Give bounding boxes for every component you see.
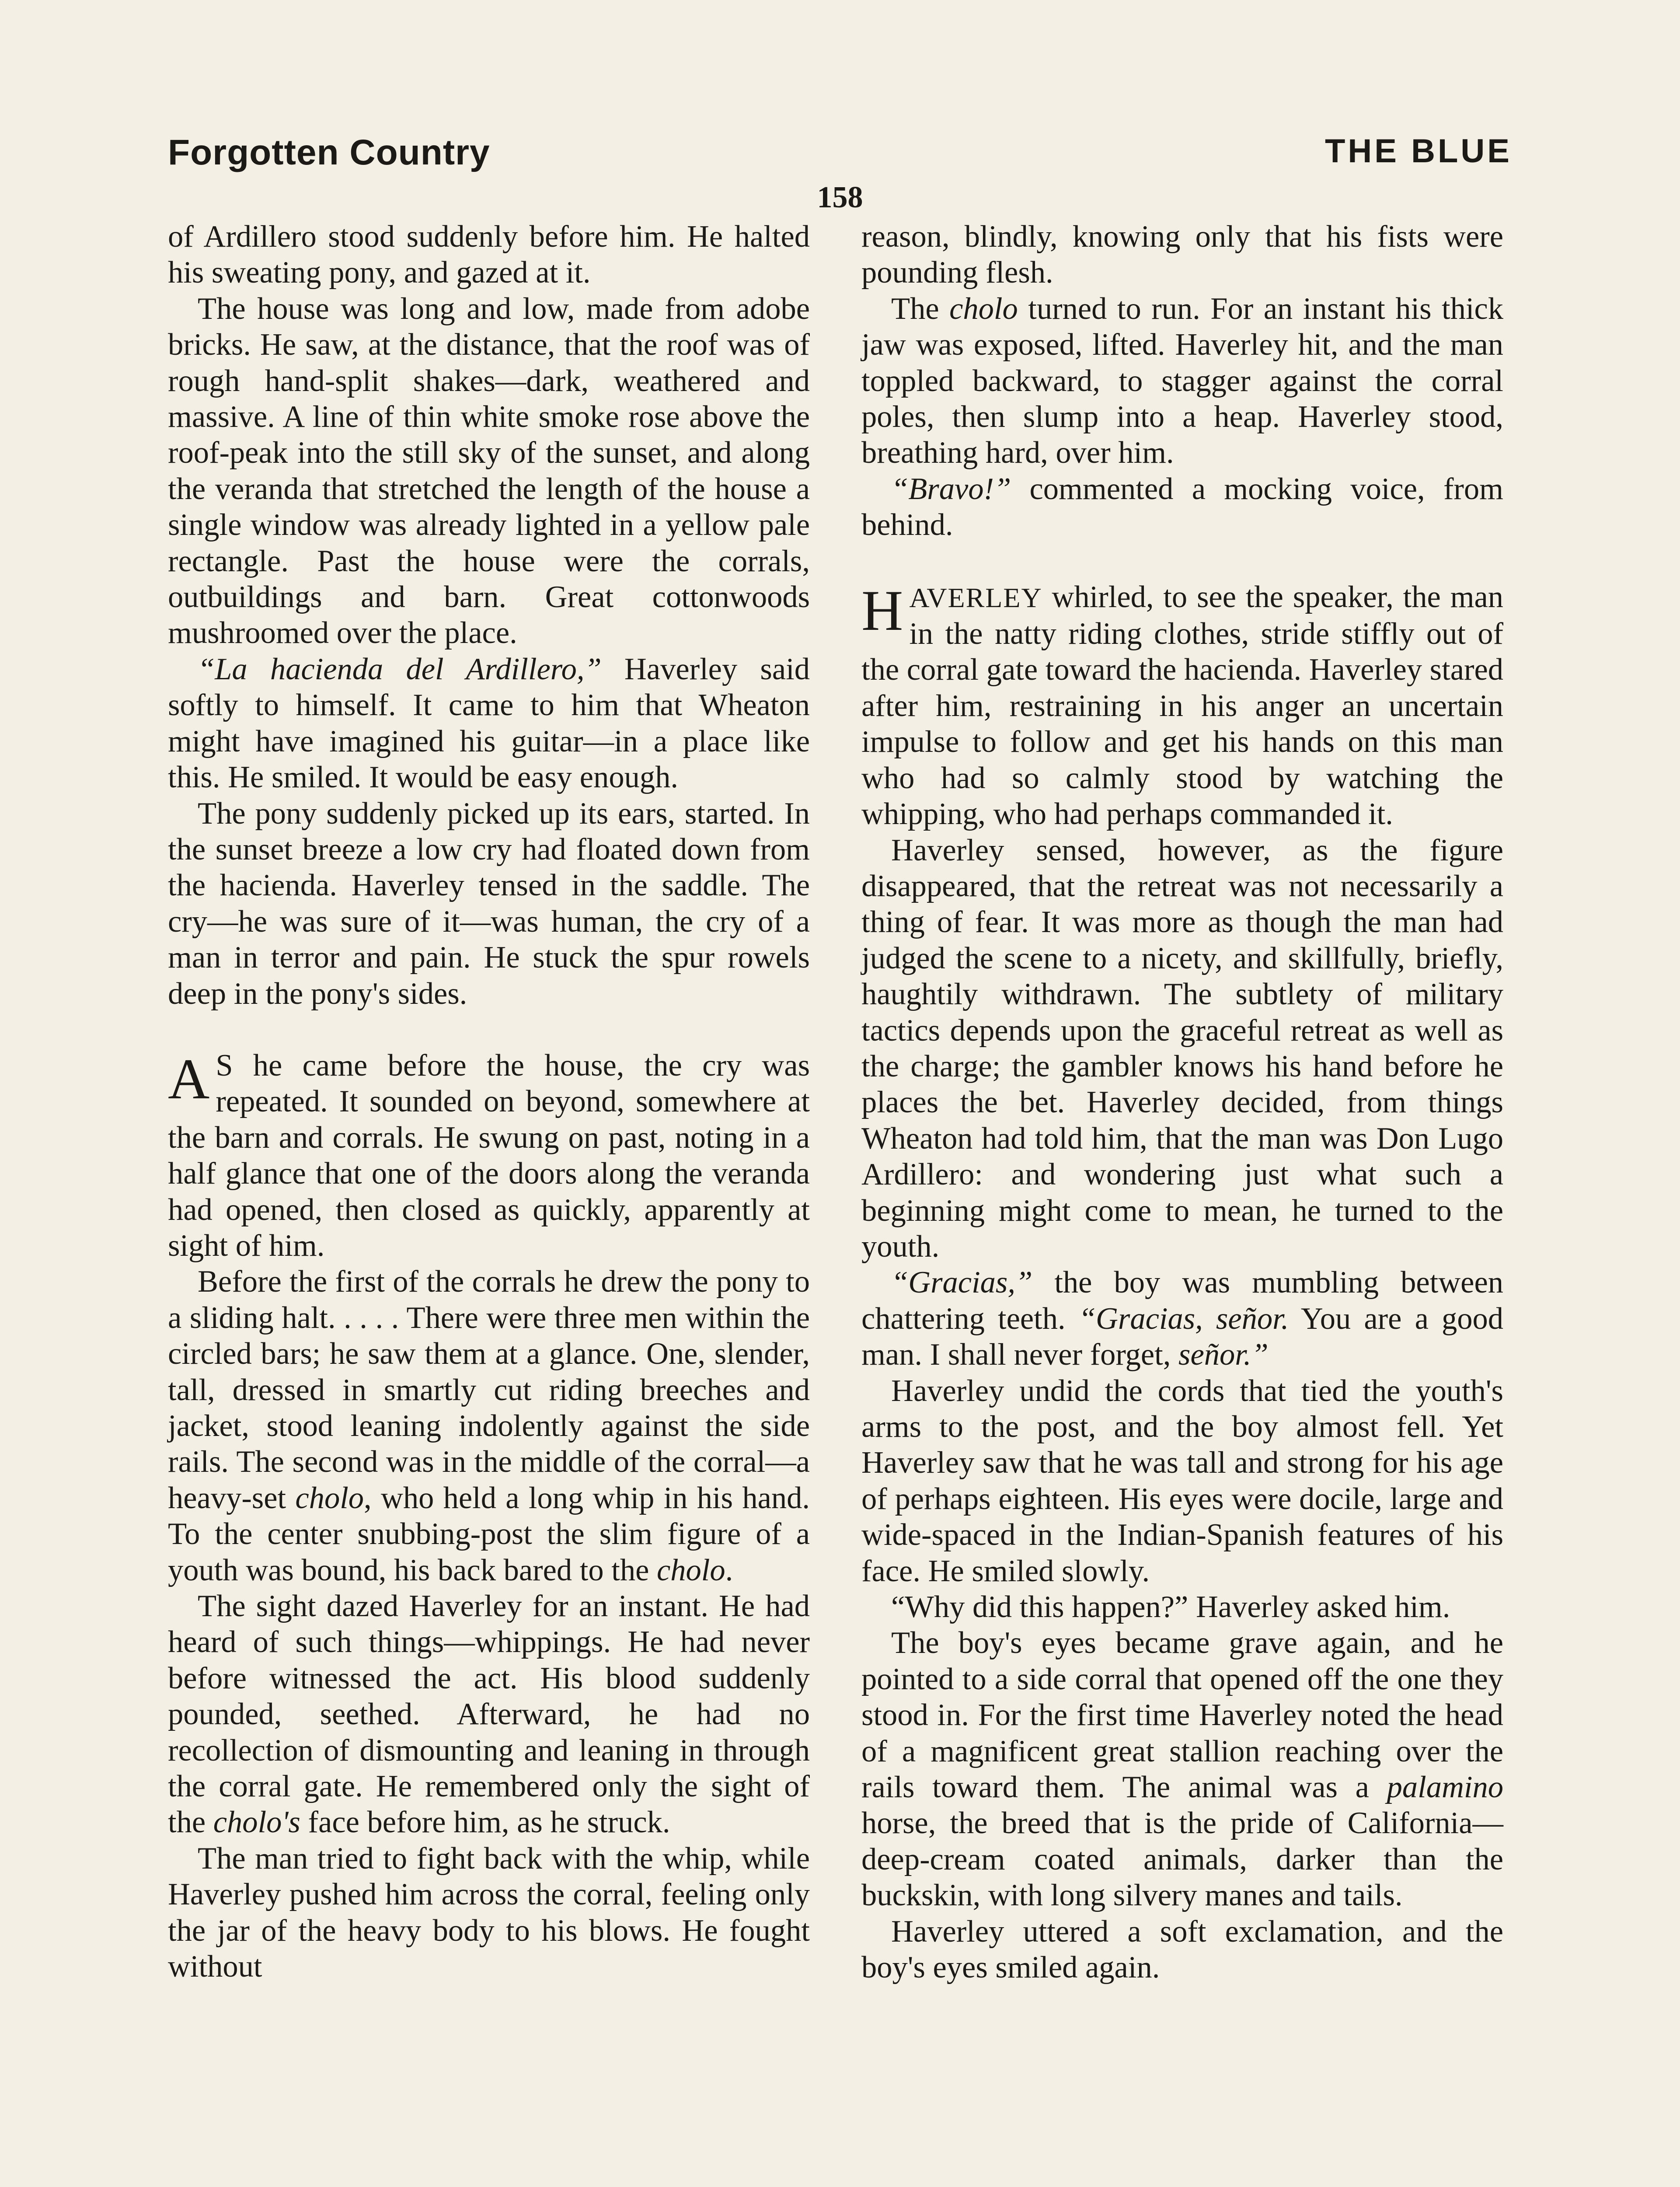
paragraph: “La hacienda del Ardillero,” Haverley said softly to himself. It came to him that Wheaton might have imagined his guitar—in a place like this. He smiled. It would be easy enough. (168, 652, 810, 795)
page-number: 158 (817, 181, 863, 214)
story-title: Forgotten Country (168, 133, 490, 172)
paragraph: The man tried to fight back with the whip, while Haverley pushed him across the corral, feeling only the jar of the heavy body to his blows. He fought without (168, 1841, 810, 1984)
section-paragraph: HAVERLEY whirled, to see the speaker, the man in the natty riding clothes, stride stiffly out of the corral gate toward the hacienda. Haverley stared after him, restraining in his anger an uncertain impulse to follow and get his hands on this man who had so calmly stood by watching the whipping, who had perhaps commanded it. (861, 578, 1504, 831)
running-head (168, 132, 1512, 180)
paragraph: Before the first of the corrals he drew the pony to a sliding halt. . . . . There were three men within the circled bars; he saw them at a glance. One, slender, tall, dressed in smartly cut riding breeches and jacket, stood leaning indolently against the side rails. The second was in the middle of the corral—a heavy-set cholo, who held a long whip in his hand. To the center snubbing-post the slim figure of a youth was bound, his back bared to the cholo. (168, 1265, 810, 1587)
paragraph: reason, blindly, knowing only that his fists were pounding flesh. (861, 220, 1503, 290)
paragraph: “Why did this happen?” Haverley asked him. (891, 1590, 1450, 1625)
paragraph: The pony suddenly picked up its ears, started. In the sunset breeze a low cry had floated down from the hacienda. Haverley tensed in the saddle. The cry—he was sure of it—was human, the cry of a man in terror and pain. He stuck the spur rowels deep in the pony's sides. (168, 796, 810, 1011)
paragraph: The boy's eyes became grave again, and he pointed to a side corral that opened off the one they stood in. For the first time Haverley noted the head of a magnificent great stallion reaching over the rails toward them. The animal was a palamino horse, the breed that is the pride of California—deep-cream coated animals, darker than the buckskin, with long silvery manes and tails. (861, 1626, 1503, 1913)
paragraph: The cholo turned to run. For an instant his thick jaw was exposed, lifted. Haverley hit, and the man toppled backward, to stagger against the corral poles, then slump into a heap. Haverley stood, breathing hard, over him. (861, 291, 1503, 470)
magazine-title: THE BLUE (1325, 133, 1512, 170)
drop-cap: H (861, 578, 903, 643)
left-column (168, 219, 810, 1985)
paragraph: “Bravo!” commented a mocking voice, from behind. (861, 472, 1503, 542)
drop-cap: A (168, 1046, 210, 1111)
section-paragraph: A S he came before the house, the cry was repeated. It sounded on beyond, somewhere at the barn and corrals. He swung on past, noting in a half glance that one of the doors along the veranda had opened, then closed as quickly, apparently at sight of him. (168, 1046, 810, 1263)
paragraph: Haverley uttered a soft exclamation, and the boy's eyes smiled again. (861, 1914, 1503, 1985)
paragraph: “Gracias,” the boy was mumbling between chattering teeth. “Gracias, señor. You are a good man. I shall never forget, señor.” (861, 1265, 1503, 1372)
paragraph: Haverley sensed, however, as the figure disappeared, that the retreat was not necessarily a thing of fear. It was more as though the man had judged the scene to a nicety, and skillfully, briefly, haughtily withdrawn. The subtlety of military tactics depends upon the graceful retreat as well as the charge; the gambler knows his hand before he places the bet. Haverley decided, from things Wheaton had told him, that the man was Don Lugo Ardillero: and wondering just what such a beginning might come to mean, he turned to the youth. (861, 833, 1503, 1264)
paragraph: Haverley undid the cords that tied the youth's arms to the post, and the boy almost fell. Yet Haverley saw that he was tall and strong for his age of perhaps eighteen. His eyes were docile, large and wide-spaced in the Indian-Spanish features of his face. He smiled slowly. (861, 1373, 1503, 1588)
paragraph: The house was long and low, made from adobe bricks. He saw, at the distance, that the roof was of rough hand-split shakes—dark, weathered and massive. A line of thin white smoke rose above the roof-peak into the still sky of the sunset, and along the veranda that stretched the length of the house a single window was already lighted in a yellow pale rectangle. Past the house were the corrals, outbuildings and barn. Great cottonwoods mushroomed over the place. (168, 291, 810, 650)
paragraph: The sight dazed Haverley for an instant. He had heard of such things—whippings. He had never before witnessed the act. His blood suddenly pounded, seethed. Afterward, he had no recollection of dismounting and leaning in through the corral gate. He remembered only the sight of the cholo's face before him, as he struck. (168, 1589, 810, 1840)
right-column (861, 219, 1503, 1986)
paragraph: of Ardillero stood suddenly before him. He halted his sweating pony, and gazed at it. (168, 220, 810, 290)
